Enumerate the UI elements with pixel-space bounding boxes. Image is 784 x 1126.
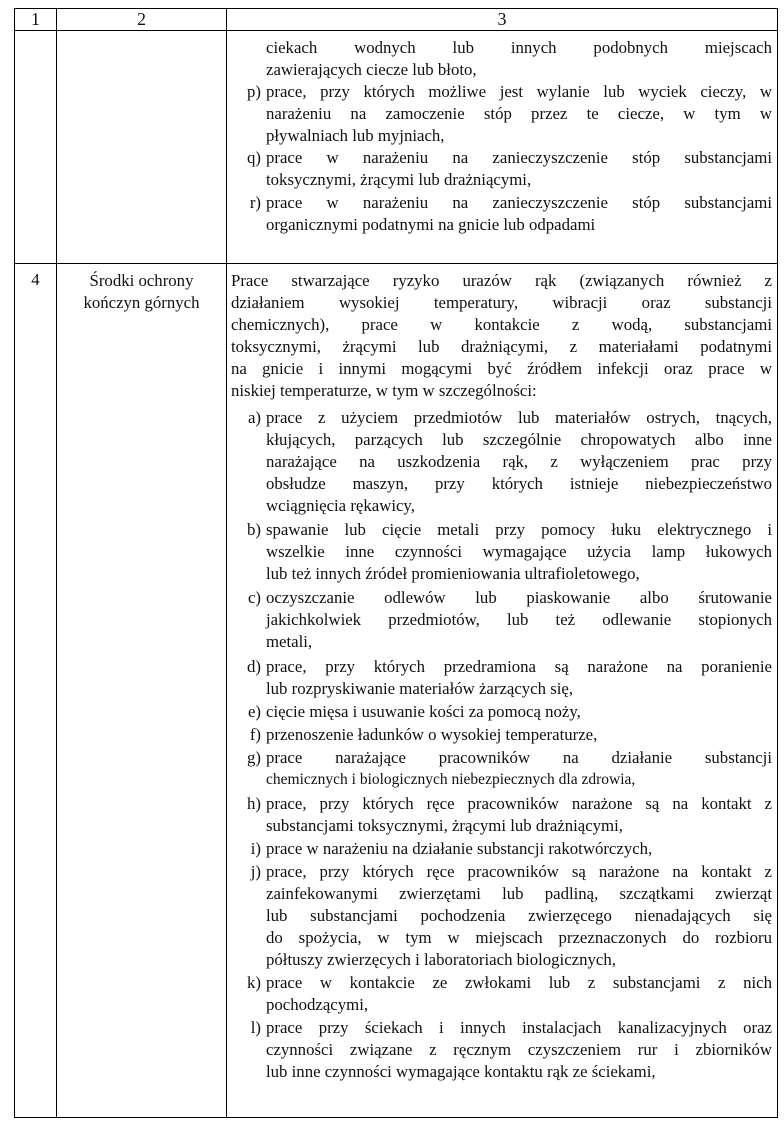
item-label: i): [250, 839, 261, 858]
text-line: zainfekowanymi zwierzętami lub padliną, szczątkami zwierząt: [266, 883, 772, 903]
row-intro: [231, 270, 772, 401]
text-line: pływalniach lub myjniach,: [266, 125, 445, 145]
text-line: przenoszenie ładunków o wysokiej temperaturze,: [266, 725, 598, 744]
text-line: prace w kontakcie ze zwłokami lub z substancjami z nich: [266, 973, 772, 992]
row-divider: [15, 263, 777, 264]
text-line: wciągnięcia rękawicy,: [266, 495, 415, 515]
text-line: prace narażające pracowników na działanie substancji: [266, 748, 772, 767]
text-line: kończyn górnych: [83, 292, 200, 312]
item-label: q): [247, 148, 261, 167]
text-line: pochodzącymi,: [266, 994, 369, 1014]
continuation-lead: [266, 37, 772, 81]
item-label: r): [249, 193, 261, 212]
text-line: na gnicie i innymi mogącymi być źródłem infekcji oraz prace w: [231, 358, 772, 378]
text-line: czynności związane z ręcznym czyszczeniem rur i zbiorników: [266, 1039, 772, 1059]
item-label: p): [247, 82, 261, 101]
header-col-1: 1: [31, 9, 40, 29]
text-line: działaniem wysokiej temperatury, wibracji oraz substancji: [231, 292, 772, 312]
item-label: j): [250, 862, 261, 881]
header-col-2: 2: [137, 9, 146, 29]
column-divider-2: [226, 9, 227, 1117]
text-line: prace przy ściekach i innych instalacjach kanalizacyjnych oraz: [266, 1018, 772, 1037]
text-line: kłujących, parzących lub szczególnie chropowatych albo inne: [266, 429, 772, 449]
text-line: wszelkie inne czynności wymagające użycia lamp łukowych: [266, 541, 772, 561]
text-line: cięcie mięsa i usuwanie kości za pomocą noży,: [266, 702, 581, 721]
document-table: [14, 8, 778, 1118]
text-line: organicznymi podatnymi na gnicie lub odpadami: [266, 214, 596, 234]
item-label: k): [247, 973, 261, 992]
item-label: l): [250, 1018, 261, 1037]
text-line: niskiej temperaturze, w tym w szczególności:: [231, 380, 537, 400]
text-line: spawanie lub cięcie metali przy pomocy łuku elektrycznego i: [266, 520, 772, 539]
text-line: prace, przy których możliwe jest wylanie lub wyciek cieczy, w: [266, 82, 772, 101]
text-line: toksycznymi, żrącymi lub drażniącymi,: [266, 169, 532, 189]
text-line: oczyszczanie odlewów lub piaskowanie albo śrutowanie: [266, 588, 772, 607]
text-line: zawierających ciecze lub błoto,: [266, 59, 477, 79]
item-label: g): [247, 748, 261, 767]
text-line: narażeniu na zamoczenie stóp przez te ciecze, w tym w: [266, 103, 772, 123]
item-label: h): [247, 794, 261, 813]
text-line: prace, przy których ręce pracowników są narażone na kontakt z: [266, 862, 772, 881]
header-divider: [15, 30, 777, 31]
text-line: chemicznych i biologicznych niebezpiecznych dla zdrowia,: [266, 770, 636, 788]
text-line: substancjami toksycznymi, żrącymi lub drażniącymi,: [266, 815, 623, 835]
item-label: a): [247, 408, 261, 427]
text-line: prace w narażeniu na zanieczyszczenie stóp substancjami: [266, 193, 772, 212]
text-line: obsłudze maszyn, przy których istnieje niebezpieczeństwo: [266, 473, 772, 493]
text-line: prace w narażeniu na zanieczyszczenie stóp substancjami: [266, 148, 772, 167]
text-line: prace z użyciem przedmiotów lub materiałów ostrych, tnących,: [266, 408, 772, 427]
text-line: prace w narażeniu na działanie substancji rakotwórczych,: [266, 839, 653, 858]
column-divider-1: [56, 9, 57, 1117]
text-line: lub substancjami pochodzenia zwierzęcego nienadających się: [266, 905, 772, 925]
text-line: Prace stwarzające ryzyko urazów rąk (związanych również z: [231, 271, 772, 290]
text-line: lub też innych źródeł promieniowania ultrafioletowego,: [266, 563, 640, 583]
item-label: b): [247, 520, 261, 539]
item-label: e): [247, 702, 261, 721]
text-line: półtuszy zwierzęcych i laboratoriach biologicznych,: [266, 949, 616, 969]
text-line: metali,: [266, 631, 313, 651]
text-line: chemicznych), prace w kontakcie z wodą, substancjami: [231, 314, 772, 334]
text-line: jakichkolwiek przedmiotów, lub też odlewanie stopionych: [266, 609, 772, 629]
header-col-3: 3: [497, 9, 507, 29]
item-label: c): [247, 588, 261, 607]
text-line: prace, przy których przedramiona są narażone na poranienie: [266, 657, 772, 676]
row-number: 4: [31, 270, 40, 289]
text-line: toksycznymi, żrącymi lub drażniącymi, z materiałami podatnymi: [231, 336, 772, 356]
text-line: do spożycia, w tym w miejscach przeznaczonych do rozbioru: [266, 927, 772, 947]
text-line: ciekach wodnych lub innych podobnych miejscach: [266, 38, 772, 57]
item-label: f): [249, 725, 261, 744]
text-line: Środki ochrony: [89, 271, 194, 290]
text-line: lub inne czynności wymagające kontaktu rąk ze ściekami,: [266, 1061, 656, 1081]
text-line: prace, przy których ręce pracowników narażone są na kontakt z: [266, 794, 772, 813]
text-line: narażające na uszkodzenia rąk, z wyłączeniem prac przy: [266, 451, 772, 471]
text-line: lub rozpryskiwanie materiałów żarzących się,: [266, 678, 574, 698]
item-label: d): [247, 657, 261, 676]
row-name: [57, 270, 226, 314]
